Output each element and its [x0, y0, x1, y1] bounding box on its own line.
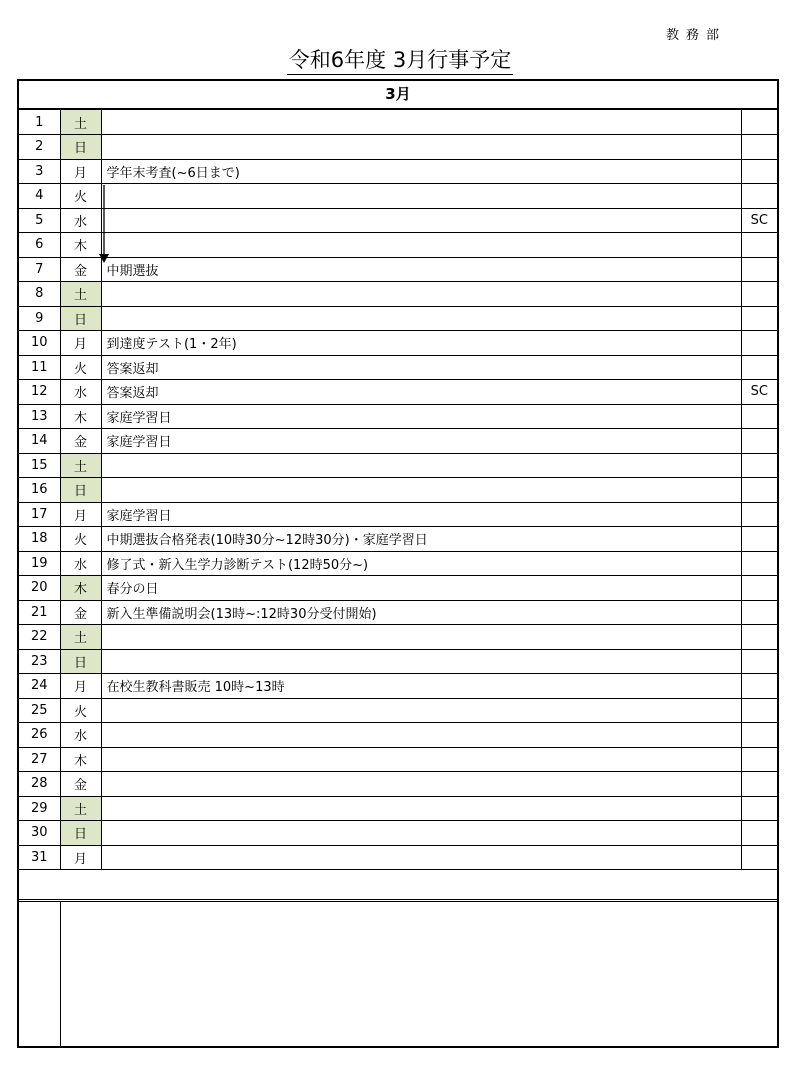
day-note — [741, 110, 777, 135]
day-note — [741, 502, 777, 527]
table-row — [19, 674, 777, 699]
day-of-week: 木 — [60, 747, 101, 772]
table-row — [19, 502, 777, 527]
notes-divider — [60, 902, 61, 1046]
day-note — [741, 404, 777, 429]
day-of-week: 金 — [60, 257, 101, 282]
day-of-week: 月 — [60, 502, 101, 527]
day-event: 学年末考査(~6日まで) — [101, 159, 741, 184]
day-of-week: 日 — [60, 821, 101, 846]
day-date: 10 — [19, 331, 60, 356]
day-event — [101, 723, 741, 748]
day-note — [741, 551, 777, 576]
table-row — [19, 821, 777, 846]
day-of-week: 金 — [60, 429, 101, 454]
day-of-week: 土 — [60, 110, 101, 135]
day-of-week: 土 — [60, 625, 101, 650]
day-note — [741, 600, 777, 625]
day-note: SC — [741, 380, 777, 405]
table-row — [19, 208, 777, 233]
day-of-week: 月 — [60, 159, 101, 184]
day-note — [741, 257, 777, 282]
day-date: 23 — [19, 649, 60, 674]
day-note — [741, 625, 777, 650]
table-row — [19, 306, 777, 331]
table-row — [19, 600, 777, 625]
day-of-week: 日 — [60, 306, 101, 331]
day-note: SC — [741, 208, 777, 233]
table-row — [19, 796, 777, 821]
page-title-text: 令和6年度 3月行事予定 — [287, 48, 513, 75]
day-of-week: 金 — [60, 772, 101, 797]
table-row — [19, 282, 777, 307]
day-date: 3 — [19, 159, 60, 184]
day-event: 家庭学習日 — [101, 502, 741, 527]
day-note — [741, 698, 777, 723]
day-note — [741, 674, 777, 699]
day-event: 中期選抜 — [101, 257, 741, 282]
day-date: 13 — [19, 404, 60, 429]
day-event — [101, 453, 741, 478]
table-row — [19, 110, 777, 135]
day-of-week: 火 — [60, 698, 101, 723]
day-date: 2 — [19, 135, 60, 160]
day-of-week: 水 — [60, 208, 101, 233]
day-date: 17 — [19, 502, 60, 527]
notes-area — [19, 899, 777, 1046]
day-event: 春分の日 — [101, 576, 741, 601]
day-date: 29 — [19, 796, 60, 821]
day-event — [101, 625, 741, 650]
day-of-week: 月 — [60, 331, 101, 356]
day-note — [741, 845, 777, 870]
day-event — [101, 208, 741, 233]
month-header: 3月 — [19, 81, 777, 110]
day-of-week: 木 — [60, 233, 101, 258]
day-of-week: 土 — [60, 282, 101, 307]
day-date: 14 — [19, 429, 60, 454]
day-note — [741, 331, 777, 356]
day-date: 11 — [19, 355, 60, 380]
table-row — [19, 135, 777, 160]
day-date: 16 — [19, 478, 60, 503]
day-event — [101, 698, 741, 723]
table-row — [19, 747, 777, 772]
table-row — [19, 625, 777, 650]
day-date: 19 — [19, 551, 60, 576]
day-of-week: 木 — [60, 576, 101, 601]
day-of-week: 水 — [60, 551, 101, 576]
day-event — [101, 796, 741, 821]
day-note — [741, 796, 777, 821]
day-date: 15 — [19, 453, 60, 478]
day-event: 新入生準備説明会(13時~:12時30分受付開始) — [101, 600, 741, 625]
day-event — [101, 282, 741, 307]
day-event — [101, 821, 741, 846]
day-date: 12 — [19, 380, 60, 405]
day-note — [741, 478, 777, 503]
day-of-week: 水 — [60, 723, 101, 748]
day-of-week: 火 — [60, 184, 101, 209]
day-note — [741, 233, 777, 258]
day-of-week: 土 — [60, 796, 101, 821]
day-note — [741, 747, 777, 772]
day-event: 修了式・新入生学力診断テスト(12時50分~) — [101, 551, 741, 576]
day-date: 26 — [19, 723, 60, 748]
table-row — [19, 404, 777, 429]
day-of-week: 土 — [60, 453, 101, 478]
day-of-week: 日 — [60, 478, 101, 503]
day-date: 28 — [19, 772, 60, 797]
day-event: 答案返却 — [101, 380, 741, 405]
day-of-week: 月 — [60, 674, 101, 699]
day-of-week: 火 — [60, 355, 101, 380]
day-date: 4 — [19, 184, 60, 209]
day-event — [101, 747, 741, 772]
table-row — [19, 723, 777, 748]
day-date: 5 — [19, 208, 60, 233]
table-row — [19, 429, 777, 454]
table-row — [19, 576, 777, 601]
table-row — [19, 159, 777, 184]
day-event — [101, 110, 741, 135]
day-note — [741, 821, 777, 846]
day-note — [741, 429, 777, 454]
table-row — [19, 649, 777, 674]
table-row — [19, 453, 777, 478]
day-note — [741, 772, 777, 797]
table-row — [19, 845, 777, 870]
table-row — [19, 380, 777, 405]
table-row — [19, 233, 777, 258]
day-date: 27 — [19, 747, 60, 772]
day-of-week: 水 — [60, 380, 101, 405]
day-date: 8 — [19, 282, 60, 307]
day-date: 18 — [19, 527, 60, 552]
day-note — [741, 159, 777, 184]
day-of-week: 金 — [60, 600, 101, 625]
day-note — [741, 355, 777, 380]
period-arrow-icon — [98, 185, 110, 263]
table-row — [19, 478, 777, 503]
page-title — [0, 44, 800, 74]
schedule-table — [19, 110, 777, 870]
day-event — [101, 845, 741, 870]
day-note — [741, 453, 777, 478]
day-note — [741, 135, 777, 160]
day-event: 到達度テスト(1・2年) — [101, 331, 741, 356]
day-event — [101, 233, 741, 258]
day-event — [101, 306, 741, 331]
table-row — [19, 551, 777, 576]
day-date: 6 — [19, 233, 60, 258]
day-note — [741, 306, 777, 331]
day-of-week: 火 — [60, 527, 101, 552]
day-event: 答案返却 — [101, 355, 741, 380]
table-row — [19, 257, 777, 282]
day-date: 7 — [19, 257, 60, 282]
day-event: 中期選抜合格発表(10時30分~12時30分)・家庭学習日 — [101, 527, 741, 552]
day-of-week: 日 — [60, 649, 101, 674]
table-row — [19, 184, 777, 209]
day-event — [101, 478, 741, 503]
day-date: 25 — [19, 698, 60, 723]
day-date: 31 — [19, 845, 60, 870]
day-date: 1 — [19, 110, 60, 135]
department-label: 教務部 — [666, 28, 727, 43]
table-row — [19, 355, 777, 380]
day-date: 30 — [19, 821, 60, 846]
day-event — [101, 649, 741, 674]
day-note — [741, 184, 777, 209]
day-event — [101, 135, 741, 160]
day-event: 家庭学習日 — [101, 429, 741, 454]
table-row — [19, 331, 777, 356]
day-date: 21 — [19, 600, 60, 625]
day-note — [741, 649, 777, 674]
day-note — [741, 527, 777, 552]
day-event: 家庭学習日 — [101, 404, 741, 429]
table-row — [19, 772, 777, 797]
day-event: 在校生教科書販売 10時~13時 — [101, 674, 741, 699]
day-date: 22 — [19, 625, 60, 650]
day-note — [741, 576, 777, 601]
day-date: 9 — [19, 306, 60, 331]
table-row — [19, 698, 777, 723]
day-date: 24 — [19, 674, 60, 699]
day-of-week: 月 — [60, 845, 101, 870]
day-of-week: 日 — [60, 135, 101, 160]
day-event — [101, 772, 741, 797]
day-date: 20 — [19, 576, 60, 601]
day-of-week: 木 — [60, 404, 101, 429]
day-note — [741, 282, 777, 307]
day-event — [101, 184, 741, 209]
schedule-frame — [17, 79, 779, 1048]
day-note — [741, 723, 777, 748]
table-row — [19, 527, 777, 552]
